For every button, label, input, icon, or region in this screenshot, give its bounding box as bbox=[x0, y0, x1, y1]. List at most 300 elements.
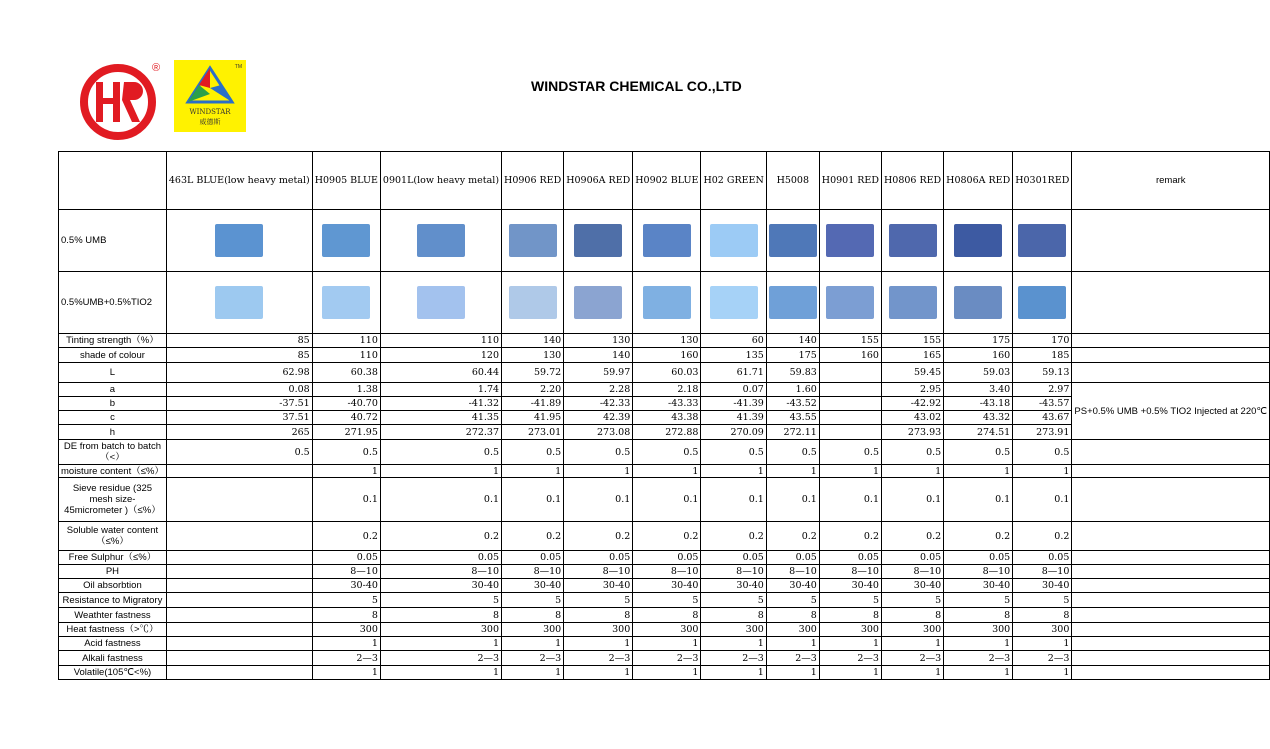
row-label: shade of colour bbox=[59, 348, 167, 363]
value-cell: 2—3 bbox=[312, 651, 380, 666]
value-cell: 37.51 bbox=[166, 411, 312, 425]
remark-cell bbox=[1072, 579, 1270, 593]
value-cell: 155 bbox=[819, 334, 881, 348]
table-row bbox=[59, 334, 1270, 348]
value-cell: 0.1 bbox=[766, 478, 819, 522]
row-label: Soluble water content （≤%） bbox=[59, 522, 167, 551]
product-name-header: H5008 bbox=[766, 152, 819, 210]
value-cell: 0.1 bbox=[633, 478, 701, 522]
value-cell: 59.13 bbox=[1013, 363, 1072, 383]
remark-cell bbox=[1072, 210, 1270, 272]
color-swatch-cell bbox=[944, 210, 1013, 272]
value-cell bbox=[166, 666, 312, 680]
value-cell bbox=[166, 651, 312, 666]
value-cell: 1 bbox=[881, 666, 943, 680]
value-cell: 41.95 bbox=[502, 411, 564, 425]
value-cell: 1 bbox=[701, 666, 766, 680]
value-cell: 1 bbox=[766, 666, 819, 680]
color-swatch-cell bbox=[312, 272, 380, 334]
row-label: Acid fastness bbox=[59, 637, 167, 651]
value-cell: 5 bbox=[819, 593, 881, 608]
value-cell bbox=[166, 522, 312, 551]
row-label: Weathter fastness bbox=[59, 608, 167, 623]
value-cell: 5 bbox=[944, 593, 1013, 608]
value-cell: 1 bbox=[312, 666, 380, 680]
value-cell: 1 bbox=[633, 465, 701, 478]
registered-mark: ® bbox=[152, 62, 161, 74]
value-cell: 5 bbox=[881, 593, 943, 608]
value-cell: -43.57 bbox=[1013, 397, 1072, 411]
remark-cell bbox=[1072, 623, 1270, 637]
value-cell bbox=[819, 411, 881, 425]
value-cell: 0.5 bbox=[944, 440, 1013, 465]
remark-text: PS+0.5% UMB +0.5% TIO2 Injected at 220℃ bbox=[1072, 383, 1270, 440]
row-label: a bbox=[59, 383, 167, 397]
value-cell: 0.05 bbox=[1013, 551, 1072, 565]
value-cell: 8—10 bbox=[819, 565, 881, 579]
value-cell: -41.39 bbox=[701, 397, 766, 411]
value-cell bbox=[819, 425, 881, 440]
color-swatch bbox=[574, 286, 622, 319]
value-cell: 1 bbox=[944, 637, 1013, 651]
value-cell: 1 bbox=[564, 637, 633, 651]
value-cell: 300 bbox=[881, 623, 943, 637]
color-swatch bbox=[1018, 224, 1066, 257]
value-cell: 0.5 bbox=[1013, 440, 1072, 465]
row-label: b bbox=[59, 397, 167, 411]
color-swatch bbox=[710, 286, 758, 319]
value-cell: 1 bbox=[502, 465, 564, 478]
company-name: WINDSTAR CHEMICAL CO.,LTD bbox=[531, 78, 742, 94]
value-cell bbox=[166, 465, 312, 478]
value-cell: 8 bbox=[633, 608, 701, 623]
value-cell: 1 bbox=[312, 637, 380, 651]
value-cell: 30-40 bbox=[1013, 579, 1072, 593]
row-label: moisture content（≤%） bbox=[59, 465, 167, 478]
table-row bbox=[59, 608, 1270, 623]
color-swatch-cell bbox=[1013, 210, 1072, 272]
value-cell: 0.1 bbox=[944, 478, 1013, 522]
value-cell: 130 bbox=[502, 348, 564, 363]
value-cell: 85 bbox=[166, 334, 312, 348]
color-swatch-cell bbox=[766, 210, 819, 272]
value-cell: 0.2 bbox=[633, 522, 701, 551]
value-cell: 300 bbox=[944, 623, 1013, 637]
value-cell: 0.2 bbox=[701, 522, 766, 551]
color-swatch-cell bbox=[881, 210, 943, 272]
value-cell bbox=[166, 608, 312, 623]
value-cell: 8—10 bbox=[633, 565, 701, 579]
value-cell: 0.05 bbox=[564, 551, 633, 565]
value-cell: 2—3 bbox=[819, 651, 881, 666]
value-cell: 60.44 bbox=[380, 363, 501, 383]
value-cell: 62.98 bbox=[166, 363, 312, 383]
value-cell: -43.52 bbox=[766, 397, 819, 411]
value-cell: 2—3 bbox=[701, 651, 766, 666]
value-cell: 1 bbox=[633, 666, 701, 680]
row-label: 0.5%UMB+0.5%TIO2 bbox=[59, 272, 167, 334]
color-swatch bbox=[889, 224, 937, 257]
color-swatch-cell bbox=[312, 210, 380, 272]
table-row bbox=[59, 579, 1270, 593]
value-cell: 1 bbox=[380, 637, 501, 651]
value-cell: 110 bbox=[380, 334, 501, 348]
row-label: DE from batch to batch （<） bbox=[59, 440, 167, 465]
value-cell: 0.2 bbox=[502, 522, 564, 551]
value-cell: 43.55 bbox=[766, 411, 819, 425]
value-cell: 8—10 bbox=[701, 565, 766, 579]
value-cell: 0.2 bbox=[380, 522, 501, 551]
value-cell: 273.08 bbox=[564, 425, 633, 440]
value-cell: 130 bbox=[633, 334, 701, 348]
value-cell: 59.83 bbox=[766, 363, 819, 383]
value-cell: 8 bbox=[944, 608, 1013, 623]
row-label: c bbox=[59, 411, 167, 425]
value-cell: 30-40 bbox=[312, 579, 380, 593]
product-name-header: H0806 RED bbox=[881, 152, 943, 210]
value-cell: 43.38 bbox=[633, 411, 701, 425]
value-cell: 273.93 bbox=[881, 425, 943, 440]
remark-cell bbox=[1072, 348, 1270, 363]
value-cell: 0.5 bbox=[819, 440, 881, 465]
row-label: L bbox=[59, 363, 167, 383]
table-row bbox=[59, 522, 1270, 551]
value-cell: 1 bbox=[1013, 666, 1072, 680]
value-cell: 30-40 bbox=[881, 579, 943, 593]
color-swatch bbox=[826, 224, 874, 257]
table-row bbox=[59, 348, 1270, 363]
value-cell: 30-40 bbox=[766, 579, 819, 593]
value-cell: 1 bbox=[701, 637, 766, 651]
value-cell: 300 bbox=[502, 623, 564, 637]
value-cell: 5 bbox=[564, 593, 633, 608]
value-cell: 0.1 bbox=[564, 478, 633, 522]
value-cell: 120 bbox=[380, 348, 501, 363]
row-label: Free Sulphur（≤%） bbox=[59, 551, 167, 565]
value-cell: 8—10 bbox=[312, 565, 380, 579]
row-label: h bbox=[59, 425, 167, 440]
value-cell: -41.89 bbox=[502, 397, 564, 411]
remark-cell bbox=[1072, 608, 1270, 623]
value-cell: 8—10 bbox=[502, 565, 564, 579]
value-cell: 0.2 bbox=[944, 522, 1013, 551]
value-cell: 8—10 bbox=[1013, 565, 1072, 579]
value-cell: -41.32 bbox=[380, 397, 501, 411]
value-cell: 5 bbox=[633, 593, 701, 608]
value-cell: 0.5 bbox=[633, 440, 701, 465]
value-cell: 0.07 bbox=[701, 383, 766, 397]
value-cell: 8 bbox=[881, 608, 943, 623]
color-swatch bbox=[769, 224, 817, 257]
value-cell: 2.18 bbox=[633, 383, 701, 397]
color-swatch bbox=[769, 286, 817, 319]
product-name-header: 0901L(low heavy metal) bbox=[380, 152, 501, 210]
value-cell: 8—10 bbox=[766, 565, 819, 579]
value-cell: 300 bbox=[380, 623, 501, 637]
product-name-header: H0301RED bbox=[1013, 152, 1072, 210]
remark-cell bbox=[1072, 522, 1270, 551]
table-header-row bbox=[59, 152, 1270, 210]
color-swatch-cell bbox=[502, 210, 564, 272]
color-swatch bbox=[322, 224, 370, 257]
value-cell: 8 bbox=[701, 608, 766, 623]
value-cell: 2—3 bbox=[564, 651, 633, 666]
value-cell: 8 bbox=[819, 608, 881, 623]
value-cell: 0.05 bbox=[502, 551, 564, 565]
row-label: PH bbox=[59, 565, 167, 579]
value-cell: 0.05 bbox=[944, 551, 1013, 565]
value-cell: 0.05 bbox=[819, 551, 881, 565]
trademark-mark: TM bbox=[234, 64, 242, 70]
color-swatch bbox=[889, 286, 937, 319]
color-swatch-cell bbox=[166, 272, 312, 334]
table-row bbox=[59, 651, 1270, 666]
value-cell: 2—3 bbox=[633, 651, 701, 666]
value-cell: 1 bbox=[380, 465, 501, 478]
value-cell: 30-40 bbox=[819, 579, 881, 593]
value-cell: 0.2 bbox=[881, 522, 943, 551]
value-cell: 43.32 bbox=[944, 411, 1013, 425]
value-cell: 140 bbox=[502, 334, 564, 348]
color-swatch-cell bbox=[1013, 272, 1072, 334]
table-row bbox=[59, 637, 1270, 651]
value-cell: 0.1 bbox=[881, 478, 943, 522]
row-label: Alkali fastness bbox=[59, 651, 167, 666]
product-name-header: 463L BLUE(low heavy metal) bbox=[166, 152, 312, 210]
table-row bbox=[59, 383, 1270, 397]
value-cell: 185 bbox=[1013, 348, 1072, 363]
value-cell: 0.08 bbox=[166, 383, 312, 397]
value-cell: 0.5 bbox=[312, 440, 380, 465]
value-cell: 272.37 bbox=[380, 425, 501, 440]
table-row bbox=[59, 465, 1270, 478]
color-swatch bbox=[417, 286, 465, 319]
remark-cell bbox=[1072, 440, 1270, 465]
value-cell: 0.1 bbox=[701, 478, 766, 522]
remark-header: remark bbox=[1072, 152, 1270, 210]
value-cell: 130 bbox=[564, 334, 633, 348]
row-label: Oil absorbtion bbox=[59, 579, 167, 593]
product-name-header: H0906 RED bbox=[502, 152, 564, 210]
value-cell: 0.5 bbox=[881, 440, 943, 465]
table-row bbox=[59, 593, 1270, 608]
value-cell: 61.71 bbox=[701, 363, 766, 383]
product-spec-table bbox=[58, 151, 1270, 680]
value-cell: 5 bbox=[1013, 593, 1072, 608]
windstar-logo bbox=[174, 60, 246, 132]
remark-cell bbox=[1072, 363, 1270, 383]
value-cell: 140 bbox=[766, 334, 819, 348]
product-name-header: H0905 BLUE bbox=[312, 152, 380, 210]
value-cell: 1 bbox=[819, 666, 881, 680]
value-cell: 1 bbox=[701, 465, 766, 478]
value-cell bbox=[166, 637, 312, 651]
table-row bbox=[59, 666, 1270, 680]
color-swatch-cell bbox=[766, 272, 819, 334]
value-cell: 59.97 bbox=[564, 363, 633, 383]
value-cell: 1.38 bbox=[312, 383, 380, 397]
table-row bbox=[59, 363, 1270, 383]
value-cell: 5 bbox=[502, 593, 564, 608]
value-cell: 300 bbox=[819, 623, 881, 637]
color-swatch bbox=[954, 286, 1002, 319]
windstar-brand-text: WINDSTAR bbox=[189, 108, 231, 116]
value-cell: 1 bbox=[819, 637, 881, 651]
value-cell: 274.51 bbox=[944, 425, 1013, 440]
value-cell: -42.33 bbox=[564, 397, 633, 411]
value-cell: -37.51 bbox=[166, 397, 312, 411]
value-cell: -43.33 bbox=[633, 397, 701, 411]
table-row bbox=[59, 565, 1270, 579]
value-cell: 5 bbox=[701, 593, 766, 608]
color-swatch-cell bbox=[502, 272, 564, 334]
value-cell: 59.45 bbox=[881, 363, 943, 383]
value-cell: 1 bbox=[380, 666, 501, 680]
value-cell: 2.95 bbox=[881, 383, 943, 397]
value-cell: 0.05 bbox=[380, 551, 501, 565]
color-swatch-cell bbox=[564, 210, 633, 272]
value-cell: 1 bbox=[819, 465, 881, 478]
value-cell: 0.1 bbox=[1013, 478, 1072, 522]
value-cell: 30-40 bbox=[502, 579, 564, 593]
color-swatch-cell bbox=[166, 210, 312, 272]
value-cell bbox=[166, 551, 312, 565]
value-cell: 1 bbox=[312, 465, 380, 478]
value-cell: 59.72 bbox=[502, 363, 564, 383]
color-swatch bbox=[509, 224, 557, 257]
value-cell: 2—3 bbox=[380, 651, 501, 666]
value-cell: 273.01 bbox=[502, 425, 564, 440]
value-cell: 60.03 bbox=[633, 363, 701, 383]
value-cell bbox=[166, 565, 312, 579]
value-cell: 300 bbox=[1013, 623, 1072, 637]
row-label: Heat fastness（>℃） bbox=[59, 623, 167, 637]
value-cell: 135 bbox=[701, 348, 766, 363]
value-cell: 0.5 bbox=[380, 440, 501, 465]
value-cell: 1 bbox=[1013, 465, 1072, 478]
value-cell: 0.2 bbox=[1013, 522, 1072, 551]
value-cell: 0.5 bbox=[166, 440, 312, 465]
value-cell: 272.11 bbox=[766, 425, 819, 440]
value-cell: 3.40 bbox=[944, 383, 1013, 397]
value-cell: 0.2 bbox=[564, 522, 633, 551]
value-cell: 2—3 bbox=[1013, 651, 1072, 666]
remark-cell bbox=[1072, 651, 1270, 666]
value-cell: 175 bbox=[766, 348, 819, 363]
value-cell: 175 bbox=[944, 334, 1013, 348]
value-cell: 2.20 bbox=[502, 383, 564, 397]
color-swatch-cell bbox=[701, 272, 766, 334]
value-cell: 1 bbox=[633, 637, 701, 651]
remark-cell bbox=[1072, 666, 1270, 680]
value-cell: 8—10 bbox=[881, 565, 943, 579]
value-cell: 0.05 bbox=[701, 551, 766, 565]
table-row bbox=[59, 551, 1270, 565]
value-cell: 60 bbox=[701, 334, 766, 348]
value-cell: 1.60 bbox=[766, 383, 819, 397]
value-cell: 1 bbox=[881, 637, 943, 651]
value-cell bbox=[166, 478, 312, 522]
remark-cell bbox=[1072, 478, 1270, 522]
value-cell: 8—10 bbox=[380, 565, 501, 579]
value-cell: 41.39 bbox=[701, 411, 766, 425]
value-cell: 8 bbox=[312, 608, 380, 623]
value-cell: 0.05 bbox=[881, 551, 943, 565]
color-swatch bbox=[215, 224, 263, 257]
value-cell: 0.05 bbox=[766, 551, 819, 565]
value-cell: 5 bbox=[380, 593, 501, 608]
value-cell: 1 bbox=[944, 666, 1013, 680]
product-name-header: H0901 RED bbox=[819, 152, 881, 210]
value-cell: 43.67 bbox=[1013, 411, 1072, 425]
value-cell: 160 bbox=[944, 348, 1013, 363]
color-swatch bbox=[417, 224, 465, 257]
value-cell: 5 bbox=[766, 593, 819, 608]
color-swatch bbox=[643, 224, 691, 257]
remark-cell bbox=[1072, 334, 1270, 348]
value-cell: 160 bbox=[819, 348, 881, 363]
color-swatch-cell bbox=[881, 272, 943, 334]
table-row bbox=[59, 478, 1270, 522]
value-cell: 43.02 bbox=[881, 411, 943, 425]
color-swatch-cell bbox=[633, 272, 701, 334]
value-cell: 300 bbox=[766, 623, 819, 637]
value-cell: 110 bbox=[312, 348, 380, 363]
value-cell: 273.91 bbox=[1013, 425, 1072, 440]
value-cell: 1 bbox=[564, 666, 633, 680]
value-cell: 42.39 bbox=[564, 411, 633, 425]
value-cell: 0.1 bbox=[502, 478, 564, 522]
value-cell: 2—3 bbox=[881, 651, 943, 666]
color-swatch bbox=[322, 286, 370, 319]
value-cell: 1 bbox=[1013, 637, 1072, 651]
value-cell: 0.5 bbox=[766, 440, 819, 465]
value-cell: 271.95 bbox=[312, 425, 380, 440]
value-cell: 30-40 bbox=[701, 579, 766, 593]
value-cell: 1 bbox=[881, 465, 943, 478]
value-cell: 60.38 bbox=[312, 363, 380, 383]
value-cell bbox=[166, 579, 312, 593]
row-label: Sieve residue (325 mesh size-45micrometer )（≤%） bbox=[59, 478, 167, 522]
value-cell: 265 bbox=[166, 425, 312, 440]
row-label: Volatile(105℃<%) bbox=[59, 666, 167, 680]
value-cell: 40.72 bbox=[312, 411, 380, 425]
value-cell: 0.05 bbox=[633, 551, 701, 565]
value-cell: -42.92 bbox=[881, 397, 943, 411]
value-cell bbox=[819, 397, 881, 411]
value-cell: 30-40 bbox=[944, 579, 1013, 593]
value-cell: 0.5 bbox=[564, 440, 633, 465]
product-name-header: H02 GREEN bbox=[701, 152, 766, 210]
remark-cell bbox=[1072, 272, 1270, 334]
color-swatch bbox=[574, 224, 622, 257]
value-cell: 0.2 bbox=[819, 522, 881, 551]
color-swatch-cell bbox=[633, 210, 701, 272]
value-cell: 165 bbox=[881, 348, 943, 363]
value-cell: 155 bbox=[881, 334, 943, 348]
value-cell: 0.1 bbox=[312, 478, 380, 522]
windstar-chinese-text: 威德斯 bbox=[199, 118, 221, 126]
row-label: Tinting strength（%） bbox=[59, 334, 167, 348]
table-row bbox=[59, 210, 1270, 272]
color-swatch-cell bbox=[380, 272, 501, 334]
remark-cell bbox=[1072, 637, 1270, 651]
table-row bbox=[59, 623, 1270, 637]
value-cell: 2—3 bbox=[502, 651, 564, 666]
color-swatch-cell bbox=[819, 210, 881, 272]
value-cell: 2.28 bbox=[564, 383, 633, 397]
value-cell: 0.1 bbox=[819, 478, 881, 522]
